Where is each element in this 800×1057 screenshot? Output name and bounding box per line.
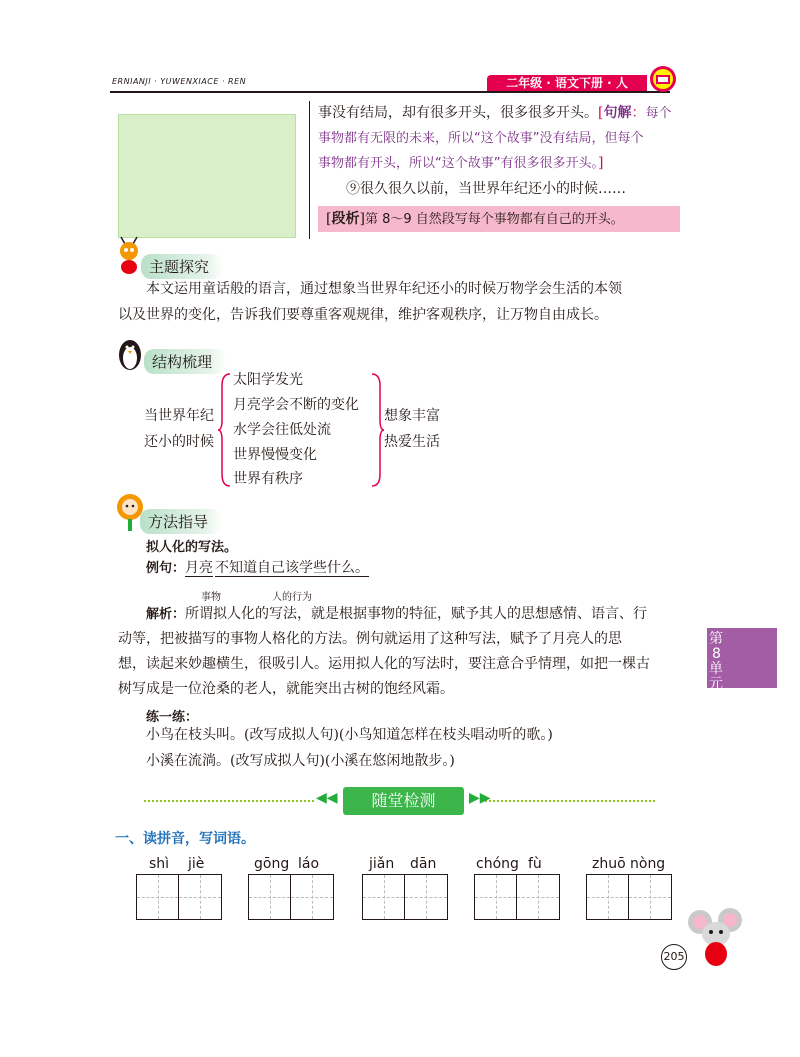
test-banner: 随堂检测: [343, 787, 464, 815]
structure-item: 太阳学发光: [233, 372, 303, 388]
unit-tab: [707, 628, 777, 692]
note-text: 事物都有开头，所以“这个故事”有很多很多开头。: [318, 156, 598, 171]
bracket-open: [: [598, 105, 604, 121]
column-divider: [309, 101, 310, 239]
header-pinyin: ERNIANJI · YUWENXIACE · REN: [112, 77, 247, 86]
note-subject: 事物: [201, 592, 221, 603]
pinyin-3a: jiǎn: [369, 856, 395, 872]
example-sentence: [146, 556, 369, 581]
method-title: 方法指导: [140, 509, 222, 534]
practice-line-1: 小鸟在枝头叫。(改写成拟人句)(小鸟知道怎样在枝头唱动听的歌。): [146, 727, 553, 743]
structure-item: 水学会往低处流: [233, 422, 331, 438]
structure-item: 月亮学会不断的变化: [233, 397, 359, 413]
theme-title: 主题探究: [141, 254, 223, 279]
theme-line-1: 本文运用童话般的语言，通过想象当世界年纪还小的时候万物学会生活的本领: [146, 281, 622, 297]
unit-tab-line: 8: [712, 646, 721, 662]
analysis-line-3: 想，读起来妙趣横生，很吸引人。运用拟人化的写法时，要注意合乎情理，如把一棵古: [118, 656, 650, 672]
top-line-3: [318, 151, 603, 176]
paragraph-analysis: [段析]第 8～9 自然段写每个事物都有自己的开头。: [326, 211, 624, 227]
unit-tab-line: 第: [709, 631, 723, 647]
mouse-mascot-icon: [686, 908, 746, 970]
top-line-2: 事物都有无限的未来，所以“这个故事”没有结局，但每个: [318, 131, 644, 146]
question-1: 一、读拼音，写词语。: [115, 831, 255, 847]
analysis-line-1: [146, 602, 647, 627]
pinyin-2b: láo: [298, 856, 320, 872]
analysis-line-2: 动等，把被描写的事物人格化的方法。例句就运用了这种写法，赋予了月亮人的思: [118, 631, 622, 647]
paragraph-tag: 段析: [331, 211, 360, 227]
example-predicate: 不知道自己该学些什么。: [215, 560, 370, 576]
banner-left-dots: [144, 800, 314, 802]
sentence-tag: 句解: [603, 105, 632, 121]
unit-tab-line: 元: [709, 676, 723, 692]
structure-title: 结构梳理: [144, 349, 226, 374]
structure-right-1: 想象丰富: [384, 408, 440, 424]
bracket-close: ]: [597, 155, 604, 171]
practice-label: 练一练：: [146, 710, 199, 725]
top-line-1: [318, 101, 671, 126]
writing-grid[interactable]: [474, 874, 560, 920]
analysis-line-4: 树写成是一位沧桑的老人，就能突出古树的饱经风霜。: [118, 681, 454, 697]
theme-line-2: 以及世界的变化，告诉我们要尊重客观规律，维护客观秩序，让万物自由成长。: [118, 307, 608, 323]
banner-right-dots: [485, 800, 655, 802]
writing-grid[interactable]: [248, 874, 334, 920]
writing-grid[interactable]: [136, 874, 222, 920]
analysis-label: 解析：: [146, 607, 186, 622]
analysis-text: 所谓拟人化的写法，就是根据事物的特征，赋予其人的思想感情、语言、行: [185, 606, 648, 622]
pinyin-4a: chóng: [476, 856, 519, 872]
story-text: 事没有结局，却有很多开头，很多很多开头。: [318, 105, 598, 121]
sentence-note: 每个: [645, 106, 672, 121]
penguin-mascot-icon: [113, 333, 147, 373]
structure-left-1: 当世界年纪: [144, 408, 214, 424]
pinyin-3b: dān: [410, 856, 437, 872]
left-brace: [218, 372, 232, 488]
structure-item: 世界慢慢变化: [233, 447, 317, 463]
colon: ：: [631, 105, 646, 121]
page-number: 205: [661, 944, 687, 970]
pinyin-5b: nòng: [630, 856, 666, 872]
header-rule: [110, 91, 670, 93]
note-predicate: 人的行为: [272, 592, 312, 603]
illustration-placeholder: [118, 114, 296, 238]
writing-grid[interactable]: [586, 874, 672, 920]
banner-right-arrow-icon: ▶▶: [469, 790, 491, 806]
pinyin-1a: shì: [149, 856, 170, 872]
structure-left-2: 还小的时候: [144, 434, 214, 450]
banner-left-arrow-icon: ◀◀: [316, 790, 338, 806]
pinyin-5a: zhuō: [592, 856, 626, 872]
example-subject: 月亮: [185, 560, 214, 576]
paragraph-analysis-text: 第 8～9 自然段写每个事物都有自己的开头。: [364, 212, 624, 227]
header-title: 二年级 · 语文下册 · 人: [487, 75, 647, 91]
structure-right-2: 热爱生活: [384, 434, 440, 450]
structure-item: 世界有秩序: [233, 471, 303, 487]
practice-line-2: 小溪在流淌。(改写成拟人句)(小溪在悠闲地散步。): [146, 753, 455, 769]
unit-tab-line: 单: [709, 661, 723, 677]
pinyin-1b: jiè: [188, 856, 205, 872]
book-logo-icon: [648, 64, 678, 94]
pinyin-2a: gōng: [254, 856, 290, 872]
example-label: 例句：: [146, 561, 186, 576]
paragraph-9: ⑨很久很久以前，当世界年纪还小的时候……: [346, 181, 626, 197]
writing-grid[interactable]: [362, 874, 448, 920]
pinyin-4b: fù: [528, 856, 542, 872]
method-heading: 拟人化的写法。: [146, 540, 238, 555]
right-brace: [370, 372, 384, 488]
